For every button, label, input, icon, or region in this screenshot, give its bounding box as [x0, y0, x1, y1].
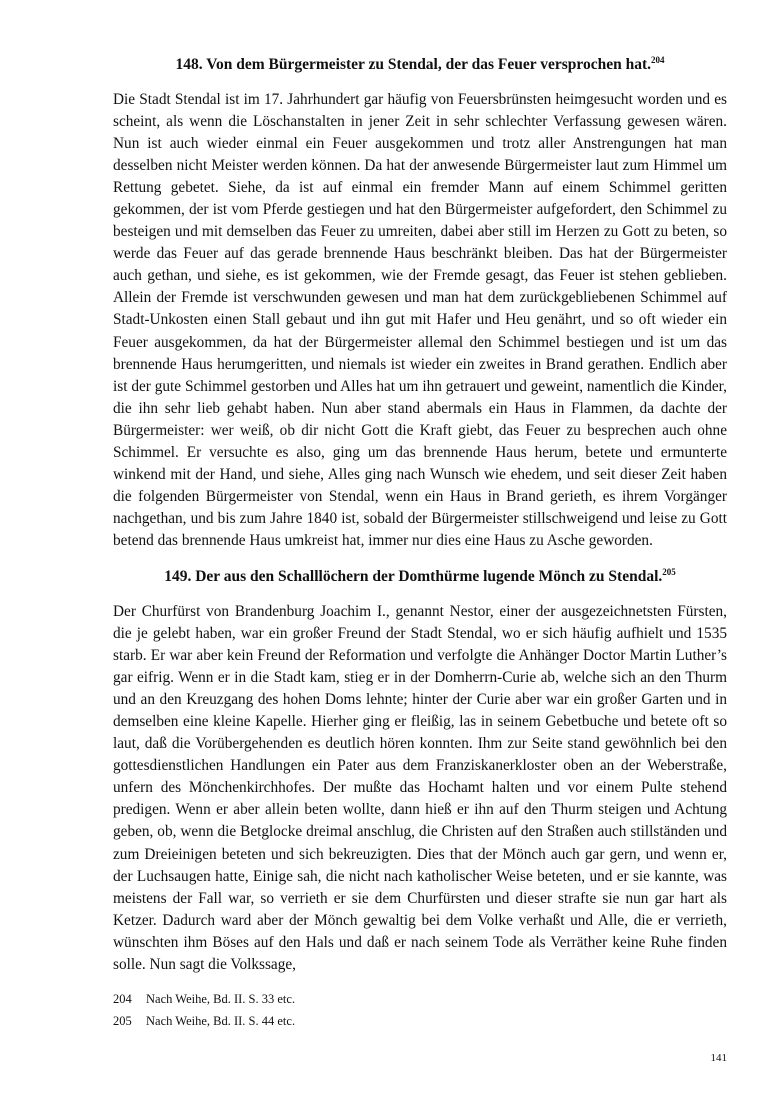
section-149-heading	[113, 567, 727, 587]
footnotes	[113, 988, 727, 1032]
footnote-204	[113, 988, 727, 1010]
section-148-text: Die Stadt Stendal ist im 17. Jahrhundert gar häufig von Feuersbrünsten heimgesucht worden und es scheint, als wenn die Löschanstalten in jener Zeit in sehr schlechter Verfassung gewesen wären. Nun ist auch wieder einmal ein Feuer ausgekommen und trotz aller Anstrengungen hat man desselben nicht Meister werden können. Da hat der anwesende Bürgermeister laut zum Himmel um Rettung gebetet. Siehe, da ist auf einmal ein fremder Mann auf einem Schimmel geritten gekommen, der ist vom Pferde gestiegen und hat den Bürgermeister aufgefordert, den Schimmel zu besteigen und mit demselben das Feuer zu umreiten, dabei aber still im Herzen zu Gott zu beten, so werde das Feuer auf das gerade brennende Haus beschränkt bleiben. Das hat der Bürgermeister auch gethan, und siehe, es ist gekommen, wie der Fremde gesagt, das Feuer ist stehen geblieben. Allein der Fremde ist verschwunden gewesen und man hat dem zurückgebliebenen Schimmel auf Stadt-Unkosten einen Stall gebaut und ihn gut mit Hafer und Heu genährt, und so oft wieder ein Feuer ausgekommen, da hat der Bürgermeister allemal den Schimmel bestiegen und ist um das brennende Haus herumgeritten, und niemals ist wieder ein zweites in Brand gerathen. Endlich aber ist der gute Schimmel gestorben und Alles hat um ihn getrauert und geweint, namentlich die Kinder, die ihn sehr lieb gehabt haben. Nun aber stand abermals ein Haus in Flammen, da dachte der Bürgermeister: wer weiß, ob dir nicht Gott die Kraft giebt, das Feuer zu besprechen auch ohne Schimmel. Er versuchte es also, ging um das brennende Haus herum, betete und ermunterte winkend mit der Hand, und siehe, Alles ging nach Wunsch wie ehedem, und seit dieser Zeit haben die folgenden Bürgermeister von Stendal, wenn ein Haus in Brand gerieth, es ihrem Vorgänger nachgethan, und bis zum Jahre 1840 ist, sobald der Bürgermeister stillschweigend und leise zu Gott betend das brennende Haus umkreist hat, immer nur dies eine Haus zu Asche geworden.	[113, 91, 727, 549]
section-149-text: Der Churfürst von Brandenburg Joachim I., genannt Nestor, einer der ausgezeichnetsten Fürsten, die je gelebt haben, war ein großer Freund der Stadt Stendal, wo er sich häufig aufhielt und 1535 starb. Er war aber kein Freund der Reformation und verfolgte die Anhänger Doctor Martin Luther’s gar eifrig. Wenn er in die Stadt kam, stieg er in der Domherrn-Curie ab, welche sich an den Thurm und an den Kreuzgang des hohen Doms lehnte; hinter der Curie aber war ein großer Garten und in demselben eine kleine Kapelle. Hierher ging er fleißig, las in seinem Gebetbuche und betete oft so laut, daß die Vorübergehenden es deutlich hören konnten. Ihm zur Seite stand gewöhnlich bei den gottesdienstlichen Handlungen ein Pater aus dem Franziskanerkloster oben an der Weberstraße, unfern des Mönchenkirchhofes. Der mußte das Hochamt halten und vor einem Pulte stehend predigen. Wenn er aber allein beten wollte, dann hieß er ihn auf den Thurm steigen und Achtung geben, ob, wenn die Betglocke dreimal anschlug, die Christen auf den Straßen auch stillständen und zum Dreieinigen beteten und sich bekreuzigten. Dies that der Mönch auch gar gern, und wenn er, der Luchsaugen hatte, Einige sah, die nicht nach katholischer Weise beteten, und er sie kannte, was meistens der Fall war, so verrieth er sie dem Churfürsten und dieser strafte sie nun gar hart als Ketzer. Dadurch ward aber der Mönch gewaltig bei dem Volke verhaßt und Alle, die er verrieth, wünschten ihm Böses auf den Hals und daß er nach seinem Tode als Verräther keine Ruhe finden solle. Nun sagt die Volkssage,	[113, 602, 727, 973]
section-148-title: 148. Von dem Bürgermeister zu Stendal, der das Feuer versprochen hat.	[175, 56, 651, 73]
footnote-number: 204	[113, 992, 132, 1006]
footnote-205	[113, 1010, 727, 1032]
footnote-number: 205	[113, 1014, 132, 1028]
footnote-ref-204[interactable]: 204	[650, 55, 665, 65]
section-149-title: 149. Der aus den Schalllöchern der Domthürme lugende Mönch zu Stendal.	[164, 567, 663, 585]
footnote-text: Nach Weihe, Bd. II. S. 44 etc.	[146, 1014, 296, 1028]
section-148-heading	[113, 55, 727, 75]
footnote-text: Nach Weihe, Bd. II. S. 33 etc.	[146, 992, 296, 1006]
page-body	[113, 55, 727, 976]
footnote-ref-205[interactable]: 205	[662, 566, 676, 577]
page-number: 141	[710, 1052, 727, 1064]
